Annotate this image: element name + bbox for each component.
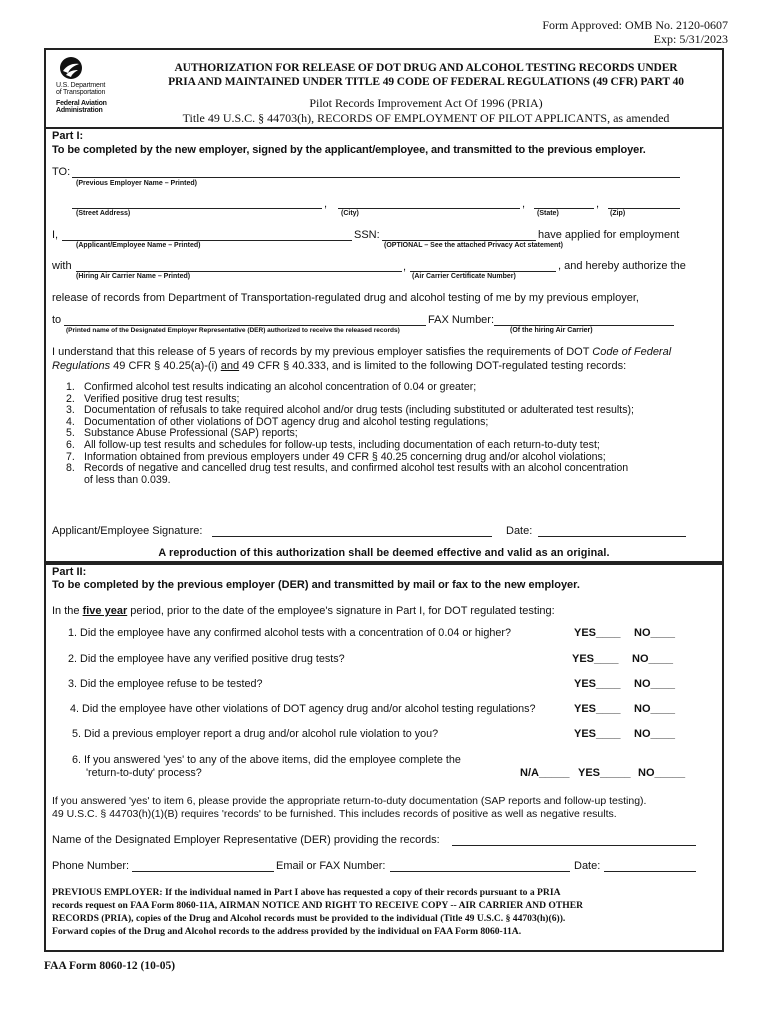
list-item: 4. Documentation of other violations of DOT agency drug and alcohol testing regulations; — [66, 415, 489, 428]
pria-act: Pilot Records Improvement Act Of 1996 (PRIA) — [309, 96, 543, 110]
list-item: 3. Documentation of refusals to take required alcohol and/or drug tests (including substituted or adulterated test results); — [66, 404, 635, 417]
records-list — [66, 382, 726, 486]
agency-line2: of Transportation — [56, 89, 106, 96]
usc-reference: Title 49 U.S.C. § 44703(h), RECORDS OF EMPLOYMENT OF PILOT APPLICANTS, as amended — [182, 111, 670, 125]
to-label: TO: — [52, 166, 71, 178]
part1-instruction: To be completed by the new employer, signed by the applicant/employee, and transmitted to the previous employer. — [52, 144, 646, 156]
q6-yes[interactable]: YES_____ — [578, 767, 631, 779]
omb-number: Form Approved: OMB No. 2120-0607 — [542, 18, 728, 32]
applicant-caption: (Applicant/Employee Name – Printed) — [76, 242, 201, 249]
applied-text: have applied for employment — [538, 229, 680, 241]
signature-field[interactable] — [212, 536, 492, 537]
part2-date-field[interactable] — [604, 871, 696, 872]
fax-label: FAX Number: — [428, 314, 495, 326]
q1-no[interactable]: NO____ — [634, 627, 675, 639]
q4-yes[interactable]: YES____ — [574, 703, 621, 715]
question-4: 4. Did the employee have other violations of DOT agency drug and/or alcohol testing regulations? — [70, 703, 536, 715]
list-item: 5. Substance Abuse Professional (SAP) reports; — [66, 427, 298, 440]
understand-mid: 49 CFR § 40.25(a)-(i) — [110, 360, 221, 372]
understand-post: 49 CFR § 40.333, and is limited to the following DOT-regulated testing records: — [239, 360, 627, 372]
agency-line4: Administration — [56, 107, 103, 114]
list-item: 6. All follow-up test results and schedules for follow-up tests, including documentation of each return-to-duty test; — [66, 438, 600, 451]
hiring-carrier-field[interactable] — [76, 271, 402, 272]
understand-paragraph — [52, 345, 717, 373]
list-item: 7. Information obtained from previous employers under 49 CFR § 40.25 concerning drug and/or alcohol violations; — [66, 450, 606, 463]
signature-date-field[interactable] — [538, 536, 686, 537]
carrier-comma: , — [403, 261, 407, 273]
carrier-certificate-field[interactable] — [410, 271, 556, 272]
agency-line3: Federal Aviation — [56, 100, 107, 107]
part2-instruction: To be completed by the previous employer (DER) and transmitted by mail or fax to the new employer. — [52, 579, 580, 591]
q5-yes[interactable]: YES____ — [574, 728, 621, 740]
reproduction-notice: A reproduction of this authorization shall be deemed effective and valid as an original. — [158, 547, 610, 559]
list-item: 2. Verified positive drug test results; — [66, 392, 240, 405]
release-text: release of records from Department of Transportation-regulated drug and alcohol testing of me by my previous employer, — [52, 292, 639, 304]
city-caption: (City) — [341, 210, 359, 217]
address-comma-1: , — [324, 198, 328, 210]
state-caption: (State) — [537, 210, 559, 217]
der-name-label: Name of the Designated Employer Representative (DER) providing the records: — [52, 834, 440, 846]
i-label: I, — [52, 229, 59, 241]
five-year-intro: In the five year period, prior to the date of the employee's signature in Part I, for DOT regulated testing: — [52, 605, 555, 617]
q1-yes[interactable]: YES____ — [574, 627, 621, 639]
previous-employer-notice: PREVIOUS EMPLOYER: If the individual named in Part I above has requested a copy of their records pursuant to a PRIA records request on FAA Form 8060-11A, AIRMAN NOTICE AND RIGHT TO RECEIVE COPY -- AIR CARRIER AND OTHER RECORDS (PRIA), copies of the Drug and Alcohol records must be provided to the individual (Title 49 U.S.C. § 44703(h)(6)). Forward copies of the Drug and Alcohol records to the address provided by the individual on FAA Form 8060-11A. — [52, 887, 584, 937]
agency-line1: U.S. Department — [56, 82, 106, 89]
certificate-caption: (Air Carrier Certificate Number) — [412, 273, 516, 280]
phone-field[interactable] — [132, 871, 274, 872]
omb-expiration: Exp: 5/31/2023 — [653, 32, 728, 46]
der-caption: (Printed name of the Designated Employer Representative (DER) authorized to receive the released records) — [66, 327, 400, 334]
applicant-name-field[interactable] — [62, 240, 352, 241]
previous-employer-field[interactable] — [72, 177, 680, 178]
q3-yes[interactable]: YES____ — [574, 678, 621, 690]
dot-emblem-icon — [59, 56, 83, 80]
understand-pre: I understand that this release of 5 years of records by my previous employer satisfies the requirements of DOT — [52, 346, 593, 358]
form-title-line1: AUTHORIZATION FOR RELEASE OF DOT DRUG AND ALCOHOL TESTING RECORDS UNDER — [174, 62, 678, 74]
q2-no[interactable]: NO____ — [632, 653, 673, 665]
address-comma-2: , — [522, 198, 526, 210]
part1-heading: Part I: — [52, 130, 84, 142]
ssn-label: SSN: — [354, 229, 380, 241]
list-item-continuation: of less than 0.039. — [84, 473, 171, 486]
with-label: with — [52, 260, 72, 272]
authorize-text: , and hereby authorize the — [558, 260, 686, 272]
understand-and: and — [220, 360, 240, 372]
fax-number-field[interactable] — [494, 325, 674, 326]
question-2: 2. Did the employee have any verified positive drug tests? — [68, 653, 345, 665]
question-3: 3. Did the employee refuse to be tested? — [68, 678, 263, 690]
email-fax-field[interactable] — [390, 871, 570, 872]
city-field[interactable] — [338, 208, 520, 209]
to-der-label: to — [52, 314, 62, 326]
ssn-caption: (OPTIONAL – See the attached Privacy Act statement) — [384, 242, 563, 249]
der-name-field[interactable] — [64, 325, 426, 326]
phone-label: Phone Number: — [52, 860, 130, 872]
ssn-field[interactable] — [382, 240, 536, 241]
question-1: 1. Did the employee have any confirmed alcohol tests with a concentration of 0.04 or higher? — [68, 627, 511, 639]
return-to-duty-note: If you answered 'yes' to item 6, please provide the appropriate return-to-duty documentation (SAP reports and follow-up testing). 49 U.S.C. § 44703(h)(1)(B) requires 'records' to be furnished. This includes records of positive as well as negative results. — [52, 795, 647, 820]
form-title-line2: PRIA AND MAINTAINED UNDER TITLE 49 CODE OF FEDERAL REGULATIONS (49 CFR) PART 40 — [168, 76, 684, 88]
part2-date-label: Date: — [574, 860, 601, 872]
question-5: 5. Did a previous employer report a drug and/or alcohol rule violation to you? — [72, 728, 439, 740]
form-subtitle — [120, 96, 732, 126]
email-fax-label: Email or FAX Number: — [276, 860, 386, 872]
previous-employer-caption: (Previous Employer Name – Printed) — [76, 180, 197, 187]
signature-label: Applicant/Employee Signature: — [52, 525, 203, 537]
q6-no[interactable]: NO_____ — [638, 767, 686, 779]
der-provider-field[interactable] — [452, 845, 696, 846]
street-caption: (Street Address) — [76, 210, 131, 217]
zip-field[interactable] — [608, 208, 680, 209]
form-identifier: FAA Form 8060-12 (10-05) — [44, 960, 176, 972]
zip-caption: (Zip) — [610, 210, 626, 217]
hiring-carrier-caption: (Hiring Air Carrier Name – Printed) — [76, 273, 191, 280]
q4-no[interactable]: NO____ — [634, 703, 675, 715]
understand-cfr: Code of Federal Regulations — [52, 346, 672, 372]
q6-na[interactable]: N/A_____ — [520, 767, 570, 779]
signature-date-label: Date: — [506, 525, 533, 537]
list-item: 8. Records of negative and cancelled drug test results, and confirmed alcohol test results with an alcohol concentration — [66, 462, 629, 475]
list-item: 1. Confirmed alcohol test results indicating an alcohol concentration of 0.04 or greater; — [66, 381, 477, 393]
five-year-emphasis: five year — [82, 605, 128, 617]
street-address-field[interactable] — [72, 208, 322, 209]
omb-approval — [542, 18, 728, 46]
state-field[interactable] — [534, 208, 594, 209]
form-title — [120, 61, 732, 89]
question-6: 6. If you answered 'yes' to any of the above items, did the employee complete the 'return-to-duty' process? — [72, 754, 461, 779]
hiring-air-carrier-caption: (Of the hiring Air Carrier) — [510, 327, 593, 334]
q3-no[interactable]: NO____ — [634, 678, 675, 690]
q2-yes[interactable]: YES____ — [572, 653, 619, 665]
dot-logo — [56, 56, 116, 126]
q5-no[interactable]: NO____ — [634, 728, 675, 740]
address-comma-3: , — [596, 198, 600, 210]
part2-heading: Part II: — [52, 566, 87, 578]
